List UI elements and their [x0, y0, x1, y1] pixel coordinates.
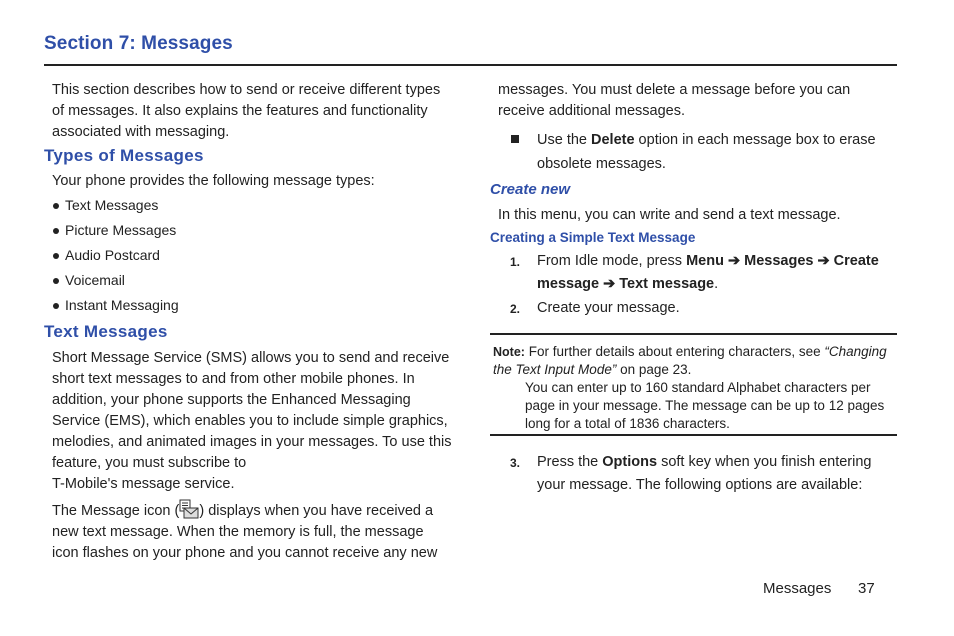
- list-item: Text Messages: [53, 193, 179, 218]
- note-cross-reference: “Changing the Text Input Mode”: [493, 344, 887, 377]
- square-bullet-icon: [511, 135, 519, 143]
- message-envelope-icon: [179, 499, 199, 519]
- note-box: [490, 333, 897, 436]
- bullet-icon: [53, 303, 59, 309]
- bullet-icon: [53, 253, 59, 259]
- continued-paragraph: messages. You must delete a message before you can receive additional messages.: [498, 82, 851, 119]
- intro-paragraph: [52, 80, 448, 143]
- types-heading: Types of Messages: [44, 146, 204, 165]
- create-new-heading: Create new: [490, 181, 571, 198]
- sms-paragraph: [52, 348, 452, 495]
- page-title: Section 7: Messages: [44, 33, 233, 54]
- delete-bullet: Use the Delete option in each message box to erase obsolete messages.: [498, 128, 878, 176]
- note-second: You can enter up to 160 standard Alphabet characters per page in your message. The message can be up to 12 pages long for a total of 1836 characters.: [525, 380, 885, 431]
- bullet-icon: [53, 278, 59, 284]
- list-item: Voicemail: [53, 268, 179, 293]
- text-messages-heading: Text Messages: [44, 322, 168, 341]
- step-2: 2. Create your message.: [510, 300, 680, 316]
- message-icon-paragraph: The Message icon ( ) displays when you have received a new text message. When the memory is full, the message icon flashes on your phone and you cannot receive any new: [52, 499, 450, 564]
- list-item: Picture Messages: [53, 218, 179, 243]
- types-list: [53, 193, 179, 318]
- sms-text-end: T-Mobile's message service.: [52, 476, 235, 492]
- simple-message-heading: Creating a Simple Text Message: [490, 230, 696, 245]
- list-item: Audio Postcard: [53, 243, 179, 268]
- create-intro: In this menu, you can write and send a text message.: [498, 207, 841, 223]
- page-number: 37: [858, 580, 875, 597]
- intro-text: This section describes how to send or receive different types of messages. It also explains the features and functionality associated with messaging.: [52, 82, 441, 140]
- note-first-line: Note: For further details about entering characters, see “Changing the Text Input Mode” on page 23.: [493, 344, 887, 377]
- step-1: 1. From Idle mode, press Menu ➔ Messages ➔ Create message ➔ Text message.: [510, 253, 879, 292]
- types-intro: Your phone provides the following message types:: [52, 173, 375, 189]
- bullet-icon: [53, 228, 59, 234]
- bullet-icon: [53, 203, 59, 209]
- list-item: Instant Messaging: [53, 293, 179, 318]
- title-divider: [44, 64, 897, 66]
- sms-text: Short Message Service (SMS) allows you to send and receive short text messages to and from other mobile phones. In addition, your phone supports the Enhanced Messaging Service (EMS), which enables you to include simple graphics, melodies, and animated images in your messages. To use this feature, you must subscribe to: [52, 350, 452, 471]
- step-3: 3. Press the Options soft key when you finish entering your message. The following options are available:: [510, 454, 872, 493]
- footer-section: Messages: [763, 580, 832, 597]
